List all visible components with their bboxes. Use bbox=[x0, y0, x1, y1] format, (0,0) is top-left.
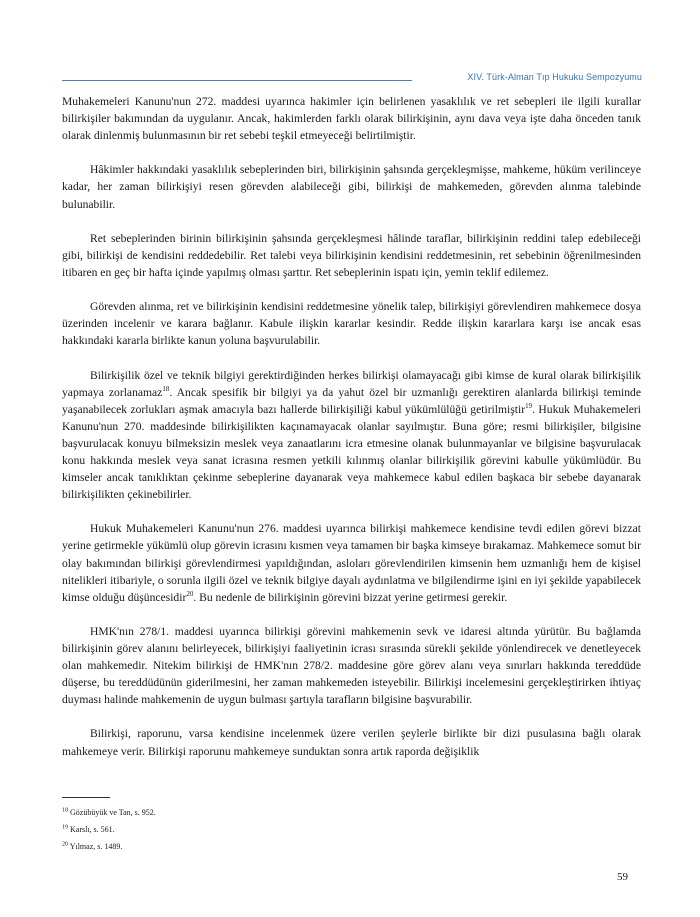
footnote-ref[interactable]: 19 bbox=[525, 401, 533, 410]
paragraph-text: . Ancak spesifik bir bilgiyi ya da yahut özel bir uzmanlığı gerektiren alanlarda bilirkişi teminde yaşanabilecek zorlukları aşmak amacıyla bazı hallerde bilirkişiliği kabul yükümlülüğü getirilmiştir bbox=[62, 385, 642, 416]
paragraph: Muhakemeleri Kanunu'nun 272. maddesi uyarınca hakimler için belirlenen yasaklılık ve ret sebepleri ile ilgili kurallar bilirkişiler bakımından da uygulanır. Ancak, hakimlerden farklı olarak bilirkişinin, aynı dava veya işte daha önceden tanık olarak dinlenmiş bulunmasının bir ret sebebi teşkil etmeyeceği belirtilmiştir. bbox=[62, 95, 641, 143]
running-head: XIV. Türk-Alman Tıp Hukuku Sempozyumu bbox=[467, 72, 642, 82]
footnotes bbox=[62, 804, 562, 855]
paragraph-text: . Bu nedenle de bilirkişinin görevini bizzat yerine getirmesi gerekir. bbox=[193, 590, 508, 604]
footnote-text: Karslı, s. 561. bbox=[70, 825, 115, 834]
paragraph: Bilirkişi, raporunu, varsa kendisine incelenmek üzere verilen şeylerle birlikte bir dizi pusulasına bağlı olarak mahkemeye verir. Bilirkişi raporunu mahkemeye sunduktan sonra artık raporda değişiklik bbox=[62, 727, 641, 758]
paragraph-text: . Hukuk Muhakemeleri Kanunu'nun 270. maddesinde bilirkişilikten kaçınamayacak olanlar sayılmıştır. Buna göre; resmi bilirkişiler, bilgisine başvurulacak konuyu bilmeksizin meslek veya zanaatlarını icra etmesine olanak bulunmayanlar ve bilgisine başvurulacak konu hakkında meslek veya sanat icrasına resmen yetkili kılınmış olanlar bilirkişilik görevini kabulle yükümlüdür. Bu kimseler ancak tanıklıktan çekinme sebeplerine dayanarak veya mahkemece kabul edilen başkaca bir sebebe dayanarak bilirkişilikten çekinebilirler. bbox=[62, 402, 642, 502]
page-number: 59 bbox=[617, 871, 628, 883]
footnote-text: Yılmaz, s. 1489. bbox=[69, 842, 123, 851]
header-rule bbox=[62, 80, 412, 81]
body-text bbox=[62, 93, 641, 777]
footnote-number: 19 bbox=[62, 824, 68, 831]
footnote-rule bbox=[62, 797, 110, 798]
footnote bbox=[62, 838, 562, 855]
paragraph: Görevden alınma, ret ve bilirkişinin kendisini reddetmesine yönelik talep, bilirkişiyi görevlendiren mahkemece dosya üzerinden incelenir ve karara bağlanır. Kabule ilişkin kararlar kesindir. Redde ilişkin kararlara karşı ise ancak esas hakkındaki kararla birlikte kanun yoluna başvurulabilir. bbox=[62, 300, 641, 348]
paragraph: HMK'nın 278/1. maddesi uyarınca bilirkişi görevini mahkemenin sevk ve idaresi altında yürütür. Bu bağlamda bilirkişinin görev alanını belirleyecek, bilirkişiyi faaliyetinin icrası sırasında sürekli şekilde yönlendirecek ve denetleyecek olan mahkemedir. Nitekim bilirkişi de HMK'nın 278/2. maddesine göre görev alanı veya sınırları hakkında tereddüde düşerse, bu tereddüdünün giderilmesini, her zaman mahkemeden isteyebilir. Bilirkişi incelemesini gerçekleştirirken ihtiyaç duyması halinde mahkemenin de uygun bulması şartıyla tarafların bilgisine başvurabilir. bbox=[62, 624, 641, 707]
paragraph bbox=[62, 520, 641, 605]
footnote bbox=[62, 804, 562, 821]
paragraph bbox=[62, 367, 641, 504]
footnote-text: Gözübüyük ve Tan, s. 952. bbox=[70, 808, 156, 817]
paragraph-text: Bilirkişilik özel ve teknik bilgiyi gerektirdiğinden herkes bilirkişi olamayacağı gibi kimse de kural olarak bilirkişilik yapmaya zorlanamaz bbox=[62, 368, 641, 399]
paragraph: Ret sebeplerinden birinin bilirkişinin şahsında gerçekleşmesi hâlinde taraflar, bilirkişinin reddini talep edebileceği gibi, bilirkişi de kendisini reddedebilir. Ret talebi veya bilirkişinin kendisini reddetmesinin, ret sebebinin öğrenilmesinden itibaren en geç bir hafta içinde yapılmış olması şarttır. Ret sebeplerinin ispatı için, yemin teklif edilemez. bbox=[62, 231, 641, 279]
paragraph-text: Hukuk Muhakemeleri Kanunu'nun 276. maddesi uyarınca bilirkişi mahkemece kendisine tevdi edilen görevi bizzat yerine getirmekle yükümlü olup görevin icrasını kısmen veya tamamen bir başka kimseye bırakamaz. Mahkemece somut bir olay bakımından bilirkişi görevlendirmesi yapıldığından, asloları görevlendirilen kimsenin hem uzmanlığı hem de kişisel nitelikleri itibariyle, o sorunla ilgili özel ve teknik bilgiye dayalı aydınlatma ve bilgilendirme işini en iyi şekilde yapabilecek kimse olduğu düşüncesidir bbox=[62, 522, 641, 604]
footnote-number: 18 bbox=[62, 807, 68, 814]
footnote bbox=[62, 821, 562, 838]
paragraph: Hâkimler hakkındaki yasaklılık sebeplerinden biri, bilirkişinin şahsında gerçekleşmişse, mahkeme, hüküm verilinceye kadar, her zaman bilirkişiyi resen görevden alabileceği gibi, bilirkişi de mahkemeden, görevden alınma talebinde bulunabilir. bbox=[62, 163, 641, 211]
footnote-ref[interactable]: 20 bbox=[186, 589, 194, 598]
footnote-ref[interactable]: 18 bbox=[162, 384, 170, 393]
footnote-number: 20 bbox=[62, 841, 68, 848]
